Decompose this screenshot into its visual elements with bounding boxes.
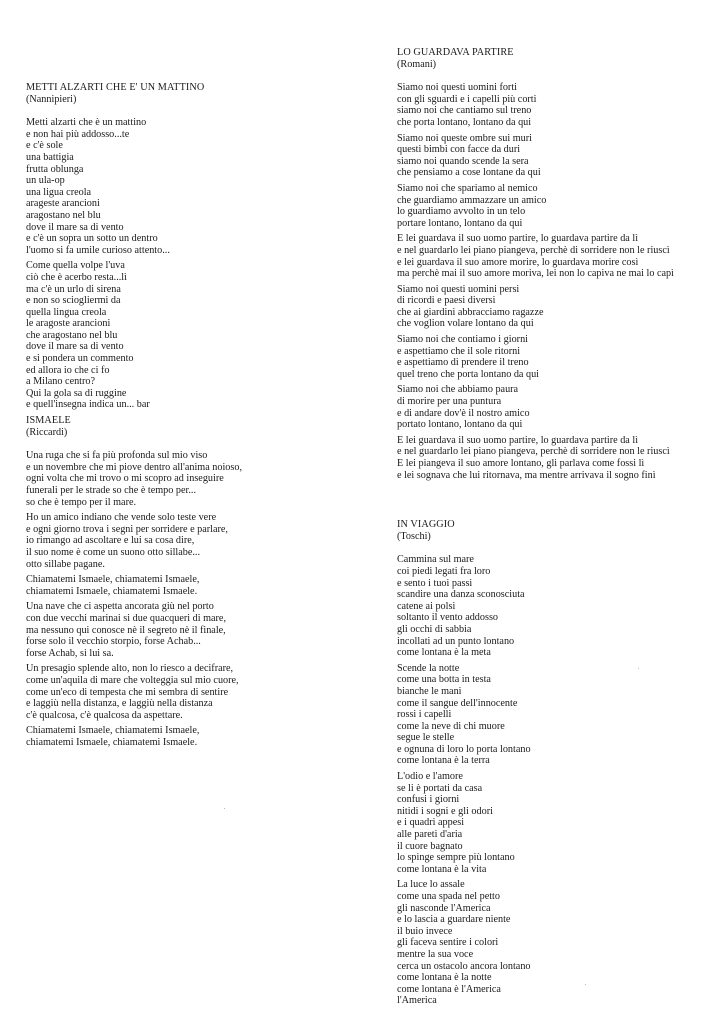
- lyric-line: e nel guardarlo lei piano piangeva, perchè di sorridere non le riuscì: [397, 244, 670, 256]
- lyric-line: soltanto il vento addosso: [397, 612, 499, 624]
- song-title: ISMAELE: [26, 415, 71, 427]
- lyric-line: bianche le mani: [397, 685, 462, 697]
- lyric-line: quella lingua creola: [26, 306, 107, 318]
- lyric-line: ma c'è un urlo di sirena: [26, 283, 121, 295]
- lyric-line: Un presagio splende alto, non lo riesco a decifrare,: [26, 663, 234, 675]
- left-column: [26, 47, 376, 752]
- lyric-line: Siamo noi queste ombre sui muri: [397, 132, 532, 144]
- stanza: [26, 117, 376, 256]
- lyric-line: come un'eco di tempesta che mi sembra di sentire: [26, 686, 229, 698]
- lyric-line: e non so sciogliermi da: [26, 295, 121, 307]
- lyric-line: confusi i giorni: [397, 794, 460, 806]
- lyric-line: lo guardiamo avvolto in un telo: [397, 206, 526, 218]
- stanza: [26, 260, 376, 411]
- lyric-line: come lontana è l'America: [397, 983, 501, 995]
- lyric-line: di morire per una puntura: [397, 396, 502, 408]
- stanza: [26, 601, 376, 659]
- song-lyrics: [26, 117, 376, 411]
- lyric-line: come lontana è la meta: [397, 647, 491, 659]
- lyric-line: e sento i tuoi passi: [397, 577, 473, 589]
- song-title: METTI ALZARTI CHE E' UN MATTINO: [26, 82, 205, 93]
- lyric-line: arageste arancioni: [26, 198, 100, 210]
- lyric-line: E lei guardava il suo uomo partire, lo guardava partire da lì: [397, 434, 639, 446]
- song-title: LO GUARDAVA PARTIRE: [397, 47, 514, 58]
- song: [26, 415, 376, 748]
- lyric-line: Chiamatemi Ismaele, chiamatemi Ismaele,: [26, 725, 200, 737]
- lyric-line: come lontana è la notte: [397, 972, 492, 984]
- stanza: [397, 233, 719, 279]
- lyric-line: rossi i capelli: [397, 709, 452, 721]
- paper-speck: [638, 668, 639, 669]
- song-author: (Romani): [397, 58, 437, 70]
- lyric-line: Siamo noi che contiamo i giorni: [397, 334, 528, 346]
- lyric-line: Siamo noi questi uomini persi: [397, 283, 520, 295]
- lyric-line: La luce lo assale: [397, 879, 465, 891]
- stanza: [26, 512, 376, 570]
- lyric-line: chiamatemi Ismaele, chiamatemi Ismaele.: [26, 585, 198, 597]
- lyric-line: Siamo noi questi uomini forti: [397, 82, 517, 94]
- song-author: (Toschi): [397, 530, 431, 542]
- lyric-line: con gli sguardi e i capelli più corti: [397, 93, 537, 105]
- lyric-line: il cuore bagnato: [397, 840, 463, 852]
- lyric-line: siamo noi quando scende la sera: [397, 155, 529, 167]
- stanza: [397, 183, 719, 229]
- lyric-line: portato lontano, lontano da qui: [397, 419, 523, 431]
- lyric-line: e ogni giorno trova i segni per sorridere e parlare,: [26, 523, 228, 535]
- song-lyrics: [397, 554, 719, 1007]
- lyric-line: e c'è sole: [26, 140, 63, 152]
- lyric-line: e c'è un sopra un sotto un dentro: [26, 233, 158, 245]
- lyric-line: e nel guardarlo lei piano piangeva, perchè di sorridere non le riuscì: [397, 446, 670, 458]
- lyric-line: Come quella volpe l'uva: [26, 260, 125, 272]
- lyric-line: e i quadri appesi: [397, 817, 465, 829]
- lyric-line: Una nave che ci aspetta ancorata giù nel porto: [26, 601, 214, 613]
- stanza: [397, 82, 719, 128]
- lyric-line: che pensiamo a cose lontane da qui: [397, 167, 541, 179]
- lyric-line: e aspettiamo che il sole ritorni: [397, 345, 521, 357]
- stanza: [26, 574, 376, 597]
- right-column: [397, 47, 719, 1011]
- stanza: [397, 879, 719, 1007]
- lyric-line: nitidi i sogni e gli odori: [397, 805, 493, 817]
- song-title: IN VIAGGIO: [397, 519, 455, 531]
- paper-speck: [224, 808, 225, 809]
- lyric-line: Siamo noi che abbiamo paura: [397, 384, 519, 396]
- lyric-line: frutta oblunga: [26, 163, 84, 175]
- lyric-line: gli occhi di sabbia: [397, 623, 472, 635]
- lyric-line: Scende la notte: [397, 662, 460, 674]
- lyric-line: gli faceva sentire i colori: [397, 937, 499, 949]
- lyric-line: come una botta in testa: [397, 674, 491, 686]
- song-author: (Riccardi): [26, 426, 68, 438]
- song: [26, 82, 376, 411]
- lyric-line: ma perchè mai il suo amore moriva, lei non lo capiva ne mai lo capì: [397, 268, 674, 280]
- paper-speck: [585, 984, 586, 985]
- lyric-line: e laggiù nella distanza, e laggiù nella distanza: [26, 698, 213, 710]
- lyric-line: e lei guardava il suo amore morire, lo guardava morire così: [397, 256, 639, 268]
- lyric-line: e lei sognava che lui ritornava, ma mentre arrivava il sogno finì: [397, 469, 656, 481]
- stanza: [397, 334, 719, 380]
- lyric-line: se li è portati da casa: [397, 782, 483, 794]
- lyric-line: come lontana è la terra: [397, 755, 490, 767]
- lyric-line: quel treno che porta lontano da qui: [397, 368, 540, 380]
- lyric-line: ma nessuno qui conosce nè il segreto nè il finale,: [26, 624, 226, 636]
- lyric-line: e di andare dov'è il nostro amico: [397, 407, 530, 419]
- song: [397, 47, 719, 481]
- lyric-line: dove il mare sa di vento: [26, 341, 124, 353]
- lyric-line: come la neve di chi muore: [397, 720, 505, 732]
- lyric-line: come una spada nel petto: [397, 891, 500, 902]
- lyric-line: E lei piangeva il suo amore lontano, gli parlava come fossi lì: [397, 458, 645, 469]
- lyric-line: catene ai polsi: [397, 600, 456, 612]
- stanza: [397, 384, 719, 430]
- stanza: [26, 663, 376, 721]
- lyric-line: so che è tempo per il mare.: [26, 496, 137, 508]
- lyric-line: Metti alzarti che è un mattino: [26, 117, 147, 129]
- lyric-line: gli nasconde l'America: [397, 902, 491, 914]
- stanza: [397, 663, 719, 767]
- lyric-line: come lontana è la vita: [397, 863, 487, 875]
- stanza: [26, 450, 376, 508]
- lyric-line: e si pondera un commento: [26, 353, 134, 365]
- lyric-line: Ho un amico indiano che vende solo teste vere: [26, 512, 217, 524]
- stanza: [397, 554, 719, 658]
- stanza: [397, 133, 719, 179]
- stanza: [26, 725, 376, 748]
- lyric-line: chiamatemi Ismaele, chiamatemi Ismaele.: [26, 736, 198, 748]
- lyric-line: ed allora io che ci fo: [26, 364, 110, 376]
- lyric-line: forse Achab, si lui sa.: [26, 647, 114, 659]
- lyric-line: una ligua creola: [26, 186, 92, 198]
- lyric-line: cerca un ostacolo ancora lontano: [397, 960, 531, 972]
- lyric-line: ogni volta che mi trovo o mi scopro ad inseguire: [26, 473, 224, 485]
- lyric-line: che guardiamo ammazzare un amico: [397, 194, 547, 206]
- lyric-line: c'è qualcosa, c'è qualcosa da aspettare.: [26, 709, 183, 721]
- lyric-line: segue le stelle: [397, 732, 455, 744]
- lyric-line: Chiamatemi Ismaele, chiamatemi Ismaele,: [26, 574, 200, 586]
- lyric-line: Siamo noi che spariamo al nemico: [397, 182, 538, 194]
- lyric-line: portare lontano, lontano da qui: [397, 217, 523, 229]
- song-lyrics: [397, 82, 719, 481]
- lyric-line: L'odio e l'amore: [397, 771, 463, 783]
- lyric-line: di ricordi e paesi diversi: [397, 295, 496, 307]
- lyric-line: aragostano nel blu: [26, 209, 101, 221]
- lyric-line: scandire una danza sconosciuta: [397, 589, 525, 601]
- lyric-line: io rimango ad ascoltare e lui sa cosa dire,: [26, 535, 195, 547]
- lyric-line: alle pareti d'aria: [397, 829, 463, 841]
- lyric-line: come il sangue dell'innocente: [397, 697, 518, 709]
- lyric-line: incollati ad un punto lontano: [397, 635, 515, 647]
- lyric-line: il buio invece: [397, 925, 453, 937]
- lyric-line: l'uomo si fa umile curioso attento...: [26, 244, 170, 256]
- lyric-line: e aspettiamo di prendere il treno: [397, 357, 529, 369]
- lyric-line: un ula-op: [26, 175, 65, 187]
- lyric-line: coi piedi legati fra loro: [397, 565, 491, 577]
- lyric-line: le aragoste arancioni: [26, 318, 111, 330]
- stanza: [397, 771, 719, 875]
- lyric-line: questi bimbi con facce da duri: [397, 144, 521, 156]
- lyric-line: funerali per le strade so che è tempo per...: [26, 485, 197, 496]
- lyric-line: e quell'insegna indica un... bar: [26, 399, 150, 411]
- lyric-line: come un'aquila di mare che volteggia sul mio cuore,: [26, 674, 239, 686]
- song-author: (Nannipieri): [26, 93, 77, 105]
- lyric-line: che porta lontano, lontano da qui: [397, 116, 532, 128]
- lyric-line: Qui la gola sa di ruggine: [26, 387, 127, 399]
- lyric-line: una battigia: [26, 151, 74, 163]
- lyric-line: e lo lascia a guardare niente: [397, 914, 511, 926]
- lyric-line: che aragostano nel blu: [26, 329, 118, 341]
- lyric-line: e ognuna di loro lo porta lontano: [397, 743, 531, 755]
- lyric-line: siamo noi che cantiamo sul treno: [397, 105, 532, 117]
- lyric-line: mentre la sua voce: [397, 948, 474, 960]
- lyric-line: il suo nome è come un suono otto sillabe...: [26, 546, 201, 558]
- lyric-line: e un novembre che mi piove dentro all'anima noioso,: [26, 461, 242, 473]
- lyric-line: ciò che è acerbo resta...lì: [26, 271, 127, 283]
- lyric-line: Una ruga che si fa più profonda sul mio viso: [26, 450, 208, 462]
- stanza: [397, 435, 719, 481]
- lyric-line: con due vecchi marinai si due quacqueri di mare,: [26, 612, 226, 624]
- lyric-line: l'America: [397, 995, 437, 1007]
- lyric-line: che ai giardini abbracciamo ragazze: [397, 306, 544, 318]
- song-lyrics: [26, 450, 376, 748]
- lyric-line: E lei guardava il suo uomo partire, lo guardava partire da lì: [397, 233, 639, 245]
- lyric-line: lo spinge sempre più lontano: [397, 852, 515, 864]
- lyric-line: otto sillabe pagane.: [26, 558, 105, 570]
- song: [397, 519, 719, 1007]
- lyric-line: a Milano centro?: [26, 376, 96, 388]
- lyric-line: forse solo il vecchio storpio, forse Achab...: [26, 636, 201, 648]
- stanza: [397, 284, 719, 330]
- lyric-line: Cammina sul mare: [397, 554, 474, 566]
- lyric-line: che voglion volare lontano da qui: [397, 318, 534, 330]
- lyric-line: e non hai più addosso...te: [26, 128, 130, 140]
- lyric-line: dove il mare sa di vento: [26, 221, 124, 233]
